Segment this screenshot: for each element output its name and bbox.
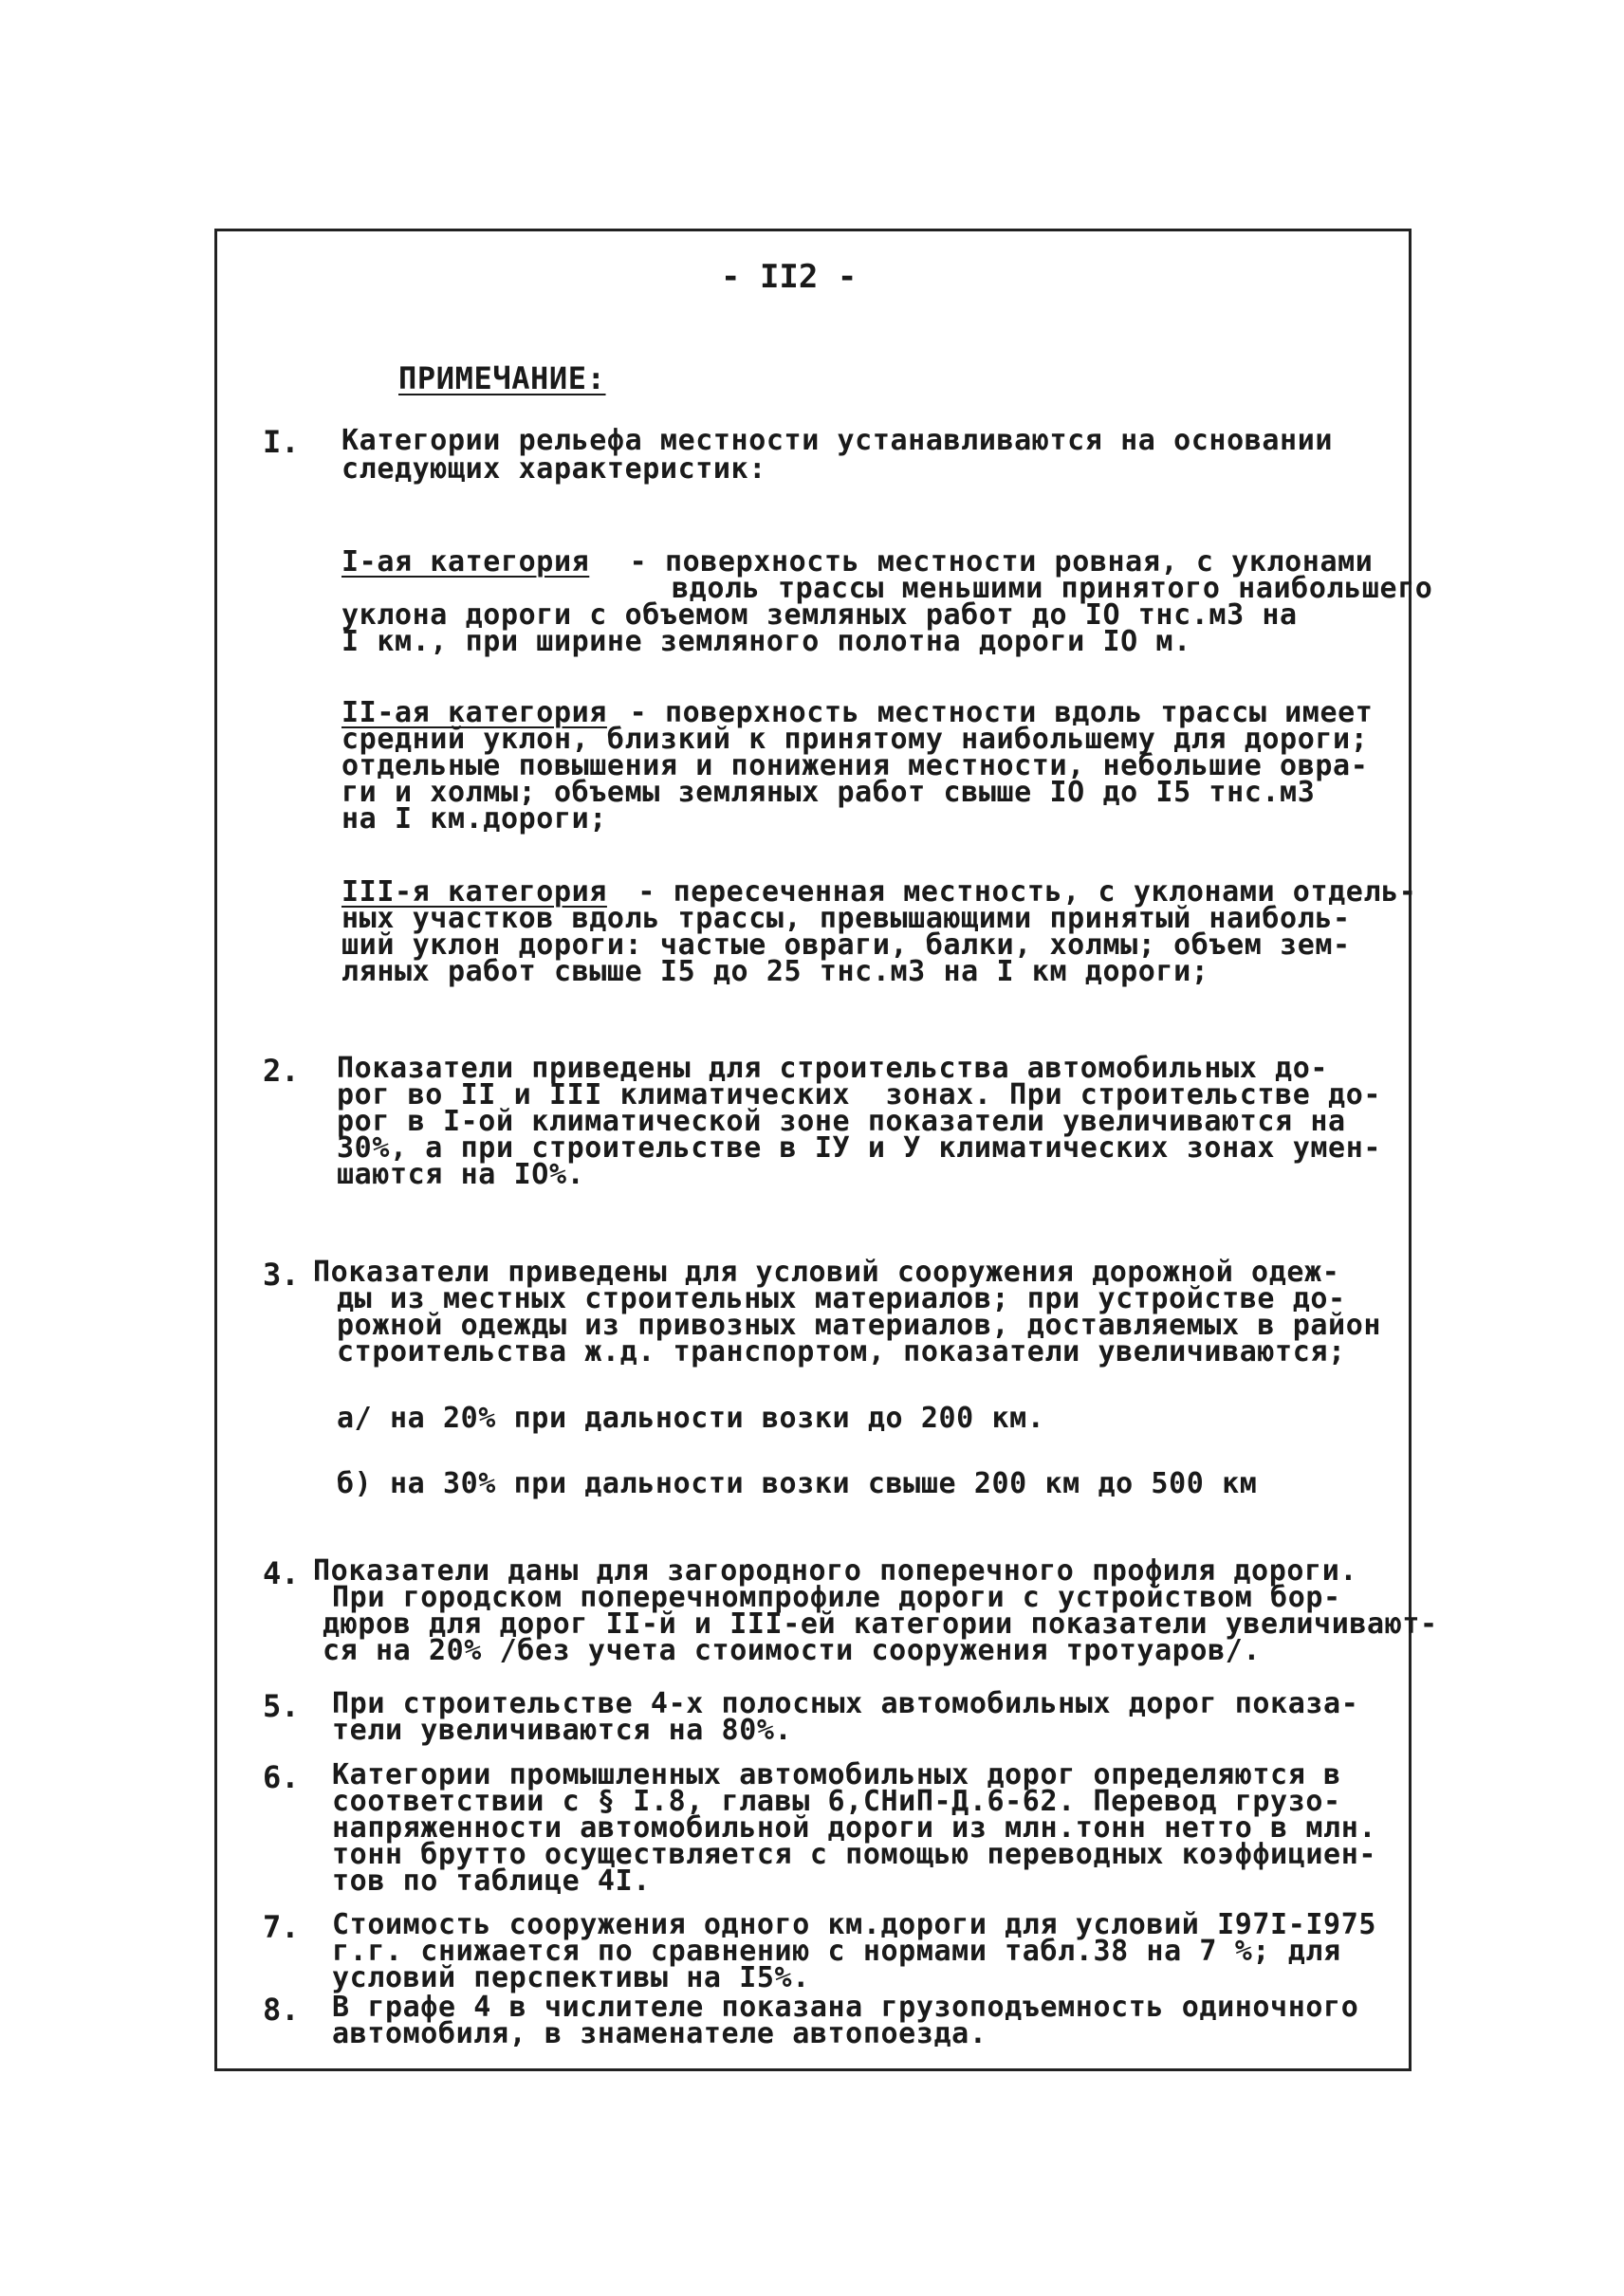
note2-line5: шаются на IO%. — [337, 1158, 585, 1191]
note-number-1: I. — [263, 424, 300, 460]
note-number-3: 3. — [263, 1257, 300, 1293]
note5-line2: тели увеличиваются на 80%. — [332, 1714, 793, 1747]
category2-line4: ги и холмы; объемы земляных работ свыше IO до I5 тнс.м3 — [341, 776, 1316, 809]
category1-line1: - поверхность местности ровная, с уклонами — [612, 545, 1374, 579]
category1-line2: вдоль трассы меньшими принятого наибольшего — [672, 572, 1433, 605]
note2-line2: рог во II и III климатических зонах. При строительстве до- — [337, 1078, 1382, 1111]
note2-line4: 30%, а при строительстве в IУ и У климатических зонах умен- — [337, 1131, 1382, 1165]
note-heading: ПРИМЕЧАНИЕ: — [398, 360, 606, 396]
note-number-6: 6. — [263, 1759, 300, 1795]
category2-line3: отдельные повышения и понижения местности, небольшие овра- — [341, 749, 1369, 782]
category1-line4: I км., при ширине земляного полотна дороги IO м. — [341, 625, 1191, 658]
note3-item-a: а/ на 20% при дальности возки до 200 км. — [337, 1402, 1045, 1435]
category1-label: I-ая категория — [341, 545, 590, 579]
note3-item-b: б) на 30% при дальности возки свыше 200 км до 500 км — [337, 1467, 1258, 1500]
note6-line1: Категории промышленных автомобильных дорог определяются в — [332, 1758, 1341, 1791]
note4-line3: дюров для дорог II-й и III-ей категории показатели увеличивают- — [323, 1607, 1438, 1641]
note4-line4: ся на 20% /без учета стоимости сооружения тротуаров/. — [323, 1634, 1262, 1667]
category3-line2: ных участков вдоль трассы, превышающими принятый наиболь- — [341, 902, 1351, 935]
category2-line1: - поверхность местности вдоль трассы имеет — [612, 696, 1374, 729]
note3-line4: строительства ж.д. транспортом, показатели увеличиваются; — [337, 1335, 1346, 1368]
note2-line3: рог в I-ой климатической зоне показатели увеличиваются на — [337, 1105, 1346, 1138]
category3-line1: - пересеченная местность, с уклонами отдель- — [602, 875, 1417, 909]
note1-intro-line1: Категории рельефа местности устанавливаются на основании — [341, 424, 1334, 457]
note3-line2: ды из местных строительных материалов; при устройстве до- — [337, 1282, 1346, 1315]
note3-line3: рожной одежды из привозных материалов, доставляемых в район — [337, 1309, 1382, 1342]
note6-line5: тов по таблице 4I. — [332, 1864, 651, 1898]
category3-line4: ляных работ свыше I5 до 25 тнс.м3 на I км дороги; — [341, 955, 1209, 988]
note1-intro-line2: следующих характеристик: — [341, 452, 766, 486]
note4-line2: При городском поперечномпрофиле дороги с устройством бор- — [332, 1581, 1341, 1614]
category2-line2: средний уклон, близкий к принятому наибольшему для дороги; — [341, 723, 1369, 756]
note-number-5: 5. — [263, 1688, 300, 1724]
category2-label: II-ая категория — [341, 696, 607, 729]
category2-line5: на I км.дороги; — [341, 802, 607, 836]
note3-line1: Показатели приведены для условий сооружения дорожной одеж- — [313, 1256, 1340, 1289]
page-number: - II2 - — [721, 258, 858, 296]
note2-line1: Показатели приведены для строительства автомобильных до- — [337, 1052, 1329, 1085]
note-number-4: 4. — [263, 1555, 300, 1591]
note-number-2: 2. — [263, 1053, 300, 1089]
category1-line3: уклона дороги с объемом земляных работ до IO тнс.м3 на — [341, 598, 1298, 632]
note8-line1: В графе 4 в числителе показана грузоподъемность одиночного — [332, 1991, 1359, 2024]
note5-line1: При строительстве 4-х полосных автомобильных дорог показа- — [332, 1687, 1359, 1720]
category3-line3: ший уклон дороги: частые овраги, балки, холмы; объем зем- — [341, 928, 1351, 962]
note7-line2: г.г. снижается по сравнению с нормами табл.38 на 7 %; для — [332, 1935, 1341, 1968]
note6-line3: напряженности автомобильной дороги из млн.тонн нетто в млн. — [332, 1811, 1377, 1845]
category3-label: III-я категория — [341, 875, 607, 909]
note6-line2: соответствии с § I.8, главы 6,СНиП-Д.6-62. Перевод грузо- — [332, 1785, 1341, 1818]
note-number-8: 8. — [263, 1992, 300, 2028]
note7-line3: условий перспективы на I5%. — [332, 1961, 810, 1994]
note8-line2: автомобиля, в знаменателе автопоезда. — [332, 2017, 987, 2050]
note4-line1: Показатели даны для загородного поперечного профиля дороги. — [313, 1554, 1358, 1588]
note-number-7: 7. — [263, 1909, 300, 1945]
note7-line1: Стоимость сооружения одного км.дороги для условий I97I-I975 — [332, 1908, 1377, 1941]
note6-line4: тонн брутто осуществляется с помощью переводных коэффициен- — [332, 1838, 1377, 1871]
